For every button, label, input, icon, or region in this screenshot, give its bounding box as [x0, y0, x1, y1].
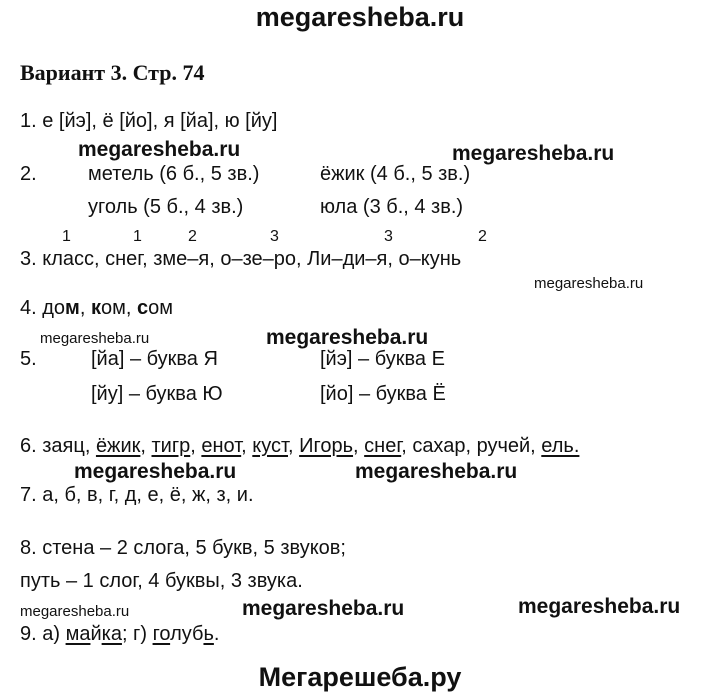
task-3: 3. класс, снег, зме–я, о–зе–ро, Ли–ди–я, о–кунь — [20, 248, 462, 270]
watermark: megaresheba.ru — [355, 460, 518, 483]
task-2-number: 2. — [20, 163, 37, 185]
task-4: 4. дом, ком, сом — [20, 297, 173, 319]
watermark: megaresheba.ru — [74, 460, 237, 483]
task-5-item: [йу] – буква Ю — [91, 383, 223, 405]
task-8-line: 8. стена – 2 слога, 5 букв, 5 звуков; — [20, 537, 346, 559]
task-2-word: уголь (5 б., 4 зв.) — [88, 196, 244, 218]
watermark: megaresheba.ru — [78, 138, 241, 161]
task-5-item: [йа] – буква Я — [91, 348, 218, 370]
task-2-word: ёжик (4 б., 5 зв.) — [320, 163, 471, 185]
watermark: megaresheba.ru — [518, 595, 681, 618]
task-1: 1. е [йэ], ё [йо], я [йа], ю [йу] — [20, 110, 278, 132]
watermark: megaresheba.ru — [534, 275, 644, 292]
syllable-count: 2 — [478, 228, 487, 245]
syllable-count: 3 — [384, 228, 393, 245]
task-5-item: [йо] – буква Ё — [320, 383, 446, 405]
task-7: 7. а, б, в, г, д, е, ё, ж, з, и. — [20, 484, 254, 506]
watermark: megaresheba.ru — [20, 603, 130, 620]
task-6: 6. заяц, ёжик, тигр, енот, куст, Игорь, снег, сахар, ручей, ель. — [20, 435, 580, 457]
syllable-count: 2 — [188, 228, 197, 245]
task-9: 9. а) майка; г) голубь. — [20, 623, 220, 645]
page-title: Вариант 3. Стр. 74 — [20, 60, 205, 85]
task-2-word: юла (3 б., 4 зв.) — [320, 196, 464, 218]
syllable-count: 1 — [133, 228, 142, 245]
task-5-number: 5. — [20, 348, 37, 370]
watermark: megaresheba.ru — [40, 330, 150, 347]
syllable-count: 3 — [270, 228, 279, 245]
site-header[interactable]: megaresheba.ru — [255, 2, 465, 32]
syllable-count: 1 — [62, 228, 71, 245]
watermark: megaresheba.ru — [452, 142, 615, 165]
watermark: megaresheba.ru — [266, 326, 429, 349]
task-5-item: [йэ] – буква Е — [320, 348, 445, 370]
task-2-word: метель (6 б., 5 зв.) — [88, 163, 260, 185]
task-8-line: путь – 1 слог, 4 буквы, 3 звука. — [20, 570, 303, 592]
site-footer[interactable]: Мегарешеба.ру — [258, 662, 462, 692]
watermark: megaresheba.ru — [242, 597, 405, 620]
